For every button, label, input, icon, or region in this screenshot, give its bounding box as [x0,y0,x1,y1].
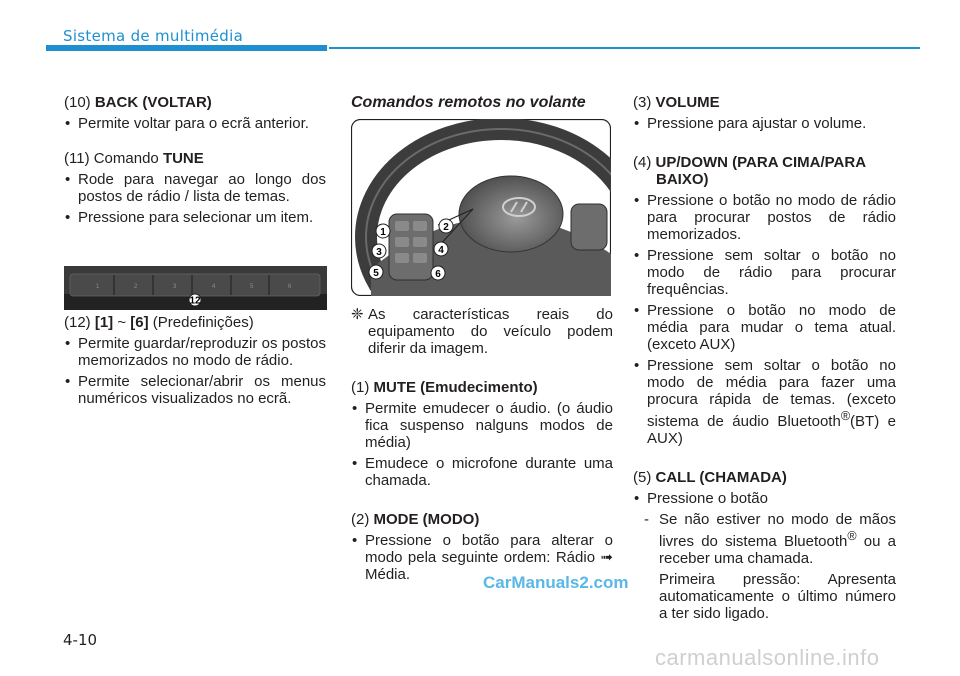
item-4-bullet-2: • Pressione sem soltar o botão no modo de rádio para procurar frequências. [633,247,896,298]
column-right [633,94,896,622]
item-4-bullet-4: • Pressione sem soltar o botão no modo de média para fazer uma procura rápida de temas. (exceto sistema de áudio Bluetooth®(BT) e AUX) [633,357,896,447]
column-left [64,94,326,226]
column-left-lower [64,314,326,407]
preset-key-1: 1 [96,284,100,290]
item-10-heading: (10) BACK (VOLTAR) [64,94,212,111]
item-2-heading: (2) MODE (MODO) [351,511,480,528]
callout-12 [189,294,201,307]
item-11-bullet-2: • Pressione para selecionar um item. [64,209,326,226]
item-12-bullet-1: • Permite guardar/reproduzir os postos memorizados no modo de rádio. [64,335,326,369]
item-1-bullet-1: • Permite emudecer o áudio. (o áudio fica suspenso nalguns modos de média) [351,400,613,451]
item-11-bullet-1: • Rode para navegar ao longo dos postos de rádio / lista de temas. [64,171,326,205]
item-4-bullet-3: • Pressione o botão no modo de média para mudar o tema atual. (exceto AUX) [633,302,896,353]
preset-buttons-image [64,266,327,310]
header-rule-thin [329,47,920,49]
item-10-bullet: • Permite voltar para o ecrã anterior. [64,115,326,132]
item-12-heading: (12) [1] ~ [6] (Predefinições) [64,314,254,331]
svg-text:1: 1 [380,227,386,238]
preset-key-5: 5 [250,284,254,290]
svg-text:3: 3 [376,247,382,258]
note-mark-icon: ❈ [351,306,364,323]
preset-key-4: 4 [212,284,216,290]
image-disclaimer-note: ❈ As características reais do equipamento do veículo podem diferir da imagem. [351,306,613,357]
item-1-bullet-2: • Emudece o microfone durante uma chamada. [351,455,613,489]
item-3-heading: (3) VOLUME [633,94,720,111]
svg-text:6: 6 [435,269,441,280]
item-2-bullet-1: • Pressione o botão para alterar o modo pela seguinte ordem: Rádio ➟ Média. [351,532,613,583]
item-1-heading: (1) MUTE (Emudecimento) [351,379,538,396]
preset-key-2: 2 [134,284,138,290]
item-12-bullet-2: • Permite selecionar/abrir os menus numéricos visualizados no ecrã. [64,373,326,407]
item-5-dash-1: - Se não estiver no modo de mãos livres do sistema Bluetooth® ou a receber uma chamada. [644,511,896,567]
svg-text:2: 2 [443,222,449,233]
item-5-dash-1-continuation: Primeira pressão: Apresenta automaticamente o último número a ter sido ligado. [659,571,896,622]
steering-wheel-image [351,119,611,296]
preset-key-3: 3 [173,284,177,290]
item-4-bullet-1: • Pressione o botão no modo de rádio para procurar postos de rádio memorizados. [633,192,896,243]
carmanualsonline-watermark: carmanualsonline.info [655,645,880,670]
item-4-heading: (4) UP/DOWN (PARA CIMA/PARA BAIXO) [633,154,866,188]
svg-text:4: 4 [438,245,444,256]
column-middle-lower [351,306,613,583]
callout-2 [439,219,453,233]
svg-text:12: 12 [189,295,201,307]
page-number: 4-10 [63,631,98,649]
item-5-heading: (5) CALL (CHAMADA) [633,469,787,486]
remote-controls-title: Comandos remotos no volante [351,94,586,111]
svg-text:5: 5 [373,268,379,279]
callout-1 [376,224,390,238]
item-3-bullet-1: • Pressione para ajustar o volume. [633,115,896,132]
item-5-bullet-1: • Pressione o botão [633,490,896,507]
preset-key-6: 6 [288,284,292,290]
carmanuals-watermark: CarManuals2.com [483,573,629,592]
section-header-title: Sistema de multimédia [63,27,244,45]
callout-5 [369,265,383,279]
item-11-heading: (11) Comando TUNE [64,150,204,167]
callout-3 [372,244,386,258]
header-rule-thick [46,45,327,51]
callout-6 [431,266,445,280]
preset-button-row [70,274,320,296]
callout-4 [434,242,448,256]
column-middle [351,94,613,111]
